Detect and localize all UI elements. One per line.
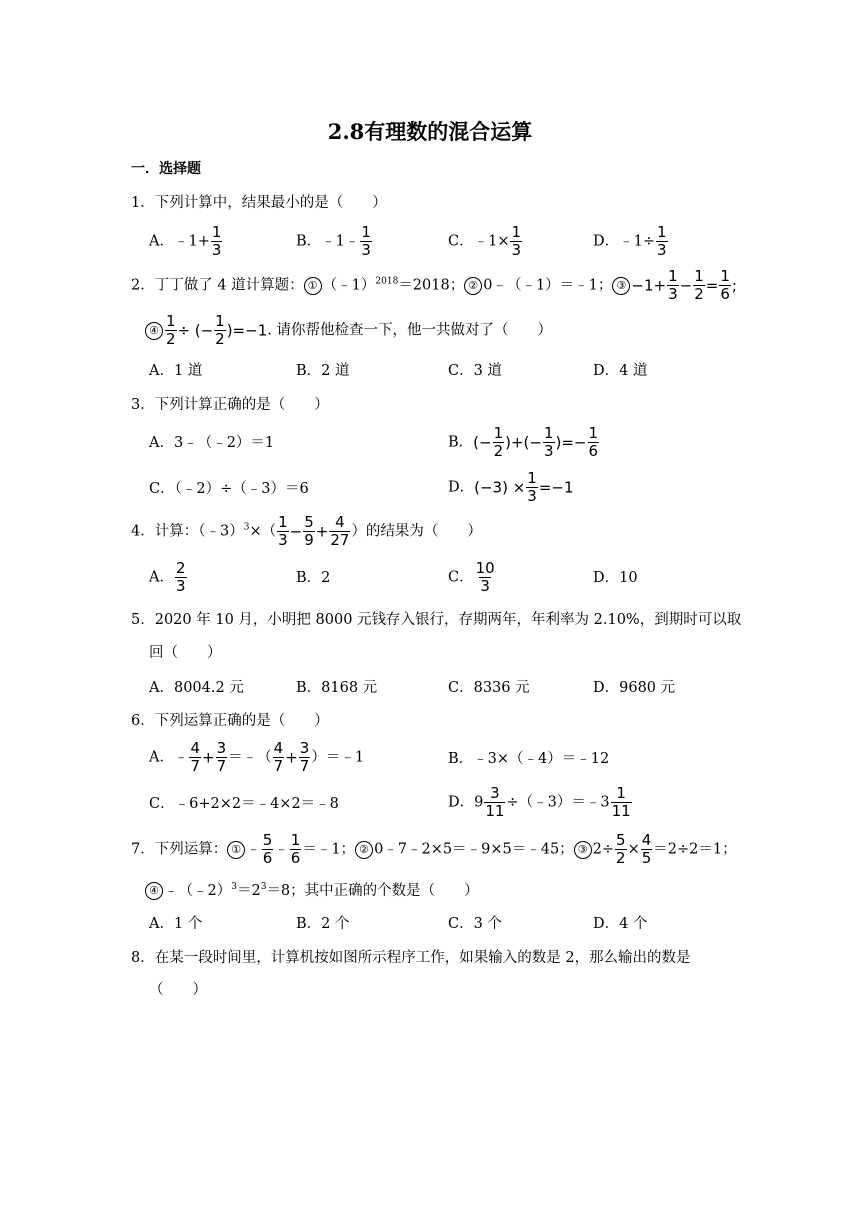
q7-part2: 0﹣7﹣2×5＝﹣9×5＝﹣45； <box>374 841 574 858</box>
fraction <box>303 514 315 549</box>
q7-option-d: D．4 个 <box>593 916 648 932</box>
q4-a-label: A． <box>149 569 174 586</box>
denominator: 2 <box>215 330 225 348</box>
q2-option-c: C．3 道 <box>448 363 502 379</box>
math-text: (−3) × <box>474 478 526 497</box>
section-heading: 一．选择题 <box>131 161 201 177</box>
q4-text: ）的结果为（ ） <box>351 523 482 540</box>
math-text: + <box>202 748 215 767</box>
q7-text: × <box>627 841 640 858</box>
denominator: 2 <box>616 849 626 867</box>
q3-option-a: A．3﹣（﹣2）＝1 <box>149 435 275 451</box>
denominator: 7 <box>216 757 227 775</box>
q2-intro: 2．丁丁做了 4 道计算题： <box>131 277 304 294</box>
fraction <box>611 785 632 820</box>
numerator: 4 <box>335 513 345 531</box>
numerator: 3 <box>299 739 310 757</box>
q5-option-b: B．8168 元 <box>296 680 378 696</box>
math-text: + <box>285 748 298 767</box>
q4-option-c <box>448 560 497 595</box>
q7-text: ﹣ <box>246 841 261 858</box>
numerator: 10 <box>475 559 495 577</box>
numerator: 1 <box>278 513 288 531</box>
q7-text: 2÷ <box>592 841 615 858</box>
question-2-line-2 <box>145 313 552 348</box>
fraction <box>189 740 201 775</box>
fraction <box>216 740 228 775</box>
q4-text: ×（ <box>249 523 277 540</box>
q4-c-label: C． <box>448 569 474 586</box>
fraction <box>290 832 302 867</box>
numerator: 2 <box>175 559 186 577</box>
q4-option-a <box>149 560 188 595</box>
denominator: 5 <box>641 849 652 867</box>
question-2-line-1 <box>131 268 737 303</box>
numerator: 1 <box>657 223 667 241</box>
q1-option-a <box>149 224 223 259</box>
denominator: 3 <box>480 577 490 595</box>
denominator: 3 <box>361 241 371 259</box>
circled-3: ③ <box>612 277 630 295</box>
fraction <box>526 470 538 505</box>
fraction <box>299 740 311 775</box>
q5-option-c: C．8336 元 <box>448 680 530 696</box>
math-text: )+(− <box>505 433 542 452</box>
numerator: 5 <box>262 831 273 849</box>
question-6-stem: 6．下列运算正确的是（ ） <box>131 713 329 729</box>
q3-option-b <box>448 425 600 460</box>
denominator: 7 <box>273 757 284 775</box>
circled-1: ① <box>227 841 245 859</box>
fraction <box>262 832 274 867</box>
question-8-line-2: （ ） <box>149 982 207 998</box>
q3-option-c: C．（﹣2）÷（﹣3）＝6 <box>149 481 309 497</box>
circled-2: ② <box>464 277 482 295</box>
q3-b-label: B． <box>448 434 474 451</box>
q6-a-text: A．﹣ <box>149 749 189 766</box>
fraction <box>615 832 627 867</box>
q2-part1: （﹣1） <box>322 277 376 294</box>
denominator: 7 <box>299 757 310 775</box>
numerator: 1 <box>694 267 704 285</box>
numerator: 4 <box>273 739 284 757</box>
numerator: 4 <box>190 739 201 757</box>
fraction <box>641 832 653 867</box>
fraction <box>588 425 600 460</box>
q6-d-text: ÷（﹣3）＝﹣3 <box>506 794 610 811</box>
numerator: 1 <box>361 223 371 241</box>
numerator: 1 <box>511 223 522 241</box>
numerator: 3 <box>490 784 500 802</box>
fraction <box>165 313 177 348</box>
math-text: =−1 <box>538 478 574 497</box>
q5-option-a: A．8004.2 元 <box>149 680 244 696</box>
denominator: 11 <box>485 802 505 820</box>
q2-part1-result: ＝2018； <box>398 277 465 294</box>
q4-text: 4．计算：（﹣3） <box>131 523 244 540</box>
fraction <box>493 425 505 460</box>
denominator: 6 <box>290 849 301 867</box>
math-text: )=−1 <box>226 321 268 340</box>
fraction <box>693 268 705 303</box>
denominator: 7 <box>190 757 201 775</box>
numerator: 3 <box>216 739 227 757</box>
numerator: 5 <box>304 513 314 531</box>
q1-b-text: B．﹣1﹣ <box>296 233 360 250</box>
denominator: 3 <box>668 285 678 303</box>
question-3-stem: 3．下列计算正确的是（ ） <box>131 397 329 413</box>
exponent: 2018 <box>375 276 399 287</box>
q1-option-d <box>593 224 669 259</box>
fraction <box>277 514 289 549</box>
denominator: 3 <box>543 442 554 460</box>
math-text: = <box>705 276 719 295</box>
denominator: 2 <box>166 330 176 348</box>
denominator: 3 <box>657 241 667 259</box>
math-text: (− <box>473 433 492 452</box>
q3-d-label: D． <box>448 479 475 496</box>
math-text: ; <box>731 276 737 295</box>
math-text: + <box>315 522 329 541</box>
exponent: 3 <box>260 882 267 893</box>
q7-option-c: C．3 个 <box>448 916 502 932</box>
numerator: 1 <box>166 312 176 330</box>
denominator: 3 <box>175 577 186 595</box>
page-title: 2.8有理数的混合运算 <box>327 119 533 144</box>
q6-option-b: B．﹣3×（﹣4）＝﹣12 <box>448 751 610 767</box>
q7-text: ＝2÷2＝1； <box>653 841 737 858</box>
exponent: 3 <box>231 882 237 893</box>
question-5-line-2: 回（ ） <box>149 645 222 661</box>
numerator: 4 <box>641 831 652 849</box>
q6-d-text: D．9 <box>448 794 484 811</box>
question-4-stem <box>131 514 482 549</box>
numerator: 1 <box>215 312 225 330</box>
fraction <box>510 224 522 259</box>
q7-text: ＝2 <box>236 883 261 899</box>
q1-d-text: D．﹣1÷ <box>593 233 656 250</box>
q6-option-c: C．﹣6+2×2＝﹣4×2＝﹣8 <box>149 796 339 812</box>
fraction <box>543 425 555 460</box>
denominator: 3 <box>527 487 537 505</box>
q1-option-c <box>448 224 523 259</box>
fraction <box>329 514 350 549</box>
math-text: −1+ <box>631 276 667 295</box>
q4-option-d: D．10 <box>593 570 638 586</box>
numerator: 1 <box>543 424 554 442</box>
fraction <box>656 224 668 259</box>
q7-option-a: A．1 个 <box>149 916 203 932</box>
numerator: 1 <box>290 831 301 849</box>
q6-a-text: ）＝﹣1 <box>311 749 365 766</box>
numerator: 1 <box>211 223 222 241</box>
math-text: − <box>289 522 303 541</box>
q6-option-a <box>149 740 364 775</box>
denominator: 3 <box>211 241 222 259</box>
q7-option-b: B．2 个 <box>296 916 350 932</box>
numerator: 1 <box>527 469 537 487</box>
math-text: ÷ <box>177 321 191 340</box>
q1-c-text: C．﹣1× <box>448 233 510 250</box>
q6-a-text: ＝﹣（ <box>228 749 272 766</box>
denominator: 2 <box>694 285 704 303</box>
denominator: 6 <box>262 849 273 867</box>
circled-2: ② <box>355 841 373 859</box>
q2-part2: 0﹣（﹣1）＝﹣1； <box>483 277 613 294</box>
q4-option-b: B．2 <box>296 570 331 586</box>
denominator: 11 <box>611 802 631 820</box>
circled-4: ④ <box>145 322 163 340</box>
circled-1: ① <box>304 277 322 295</box>
q2-question: . 请你帮他检查一下，他一共做对了（ ） <box>267 322 552 339</box>
q7-text: ＝﹣1； <box>302 841 356 858</box>
fraction <box>360 224 372 259</box>
exponent: 3 <box>243 522 250 533</box>
fraction <box>484 785 505 820</box>
numerator: 1 <box>616 784 626 802</box>
math-text: )=− <box>555 433 587 452</box>
fraction <box>475 560 496 595</box>
denominator: 3 <box>278 531 288 549</box>
fraction <box>273 740 285 775</box>
q7-intro: 7．下列运算： <box>131 841 228 858</box>
q3-option-d <box>448 470 574 505</box>
math-text: (− <box>194 321 214 340</box>
q2-option-a: A．1 道 <box>149 363 203 379</box>
denominator: 2 <box>493 442 504 460</box>
denominator: 6 <box>720 285 730 303</box>
fraction <box>211 224 223 259</box>
numerator: 1 <box>588 424 599 442</box>
fraction <box>175 560 187 595</box>
question-8-line-1: 8．在某一段时间里，计算机按如图所示程序工作，如果输入的数是 2，那么输出的数是 <box>131 950 691 966</box>
numerator: 5 <box>616 831 626 849</box>
denominator: 9 <box>304 531 314 549</box>
q2-option-b: B．2 道 <box>296 363 350 379</box>
numerator: 1 <box>668 267 678 285</box>
q2-option-d: D．4 道 <box>593 363 648 379</box>
numerator: 1 <box>720 267 730 285</box>
fraction <box>667 268 679 303</box>
denominator: 27 <box>330 531 350 549</box>
question-5-line-1: 5．2020 年 10 月，小明把 8000 元钱存入银行，存期两年，年利率为 2.10%，到期时可以取 <box>131 612 742 628</box>
fraction <box>214 313 226 348</box>
circled-3: ③ <box>574 841 592 859</box>
fraction <box>719 268 731 303</box>
q1-option-b <box>296 224 373 259</box>
math-text: − <box>679 276 693 295</box>
q5-option-d: D．9680 元 <box>593 680 676 696</box>
question-7-line-1 <box>131 832 737 867</box>
denominator: 6 <box>588 442 599 460</box>
q6-option-d <box>448 785 633 820</box>
denominator: 3 <box>511 241 522 259</box>
q7-text: ﹣（﹣2） <box>164 883 232 899</box>
question-1-stem: 1．下列计算中，结果最小的是（ ） <box>131 195 387 211</box>
numerator: 1 <box>493 424 504 442</box>
q7-text: ＝8；其中正确的个数是（ ） <box>266 883 479 899</box>
q7-text: ﹣ <box>274 841 289 858</box>
q1-a-text: A．﹣1+ <box>149 233 210 250</box>
circled-4: ④ <box>145 882 163 900</box>
question-7-line-2 <box>145 879 479 900</box>
